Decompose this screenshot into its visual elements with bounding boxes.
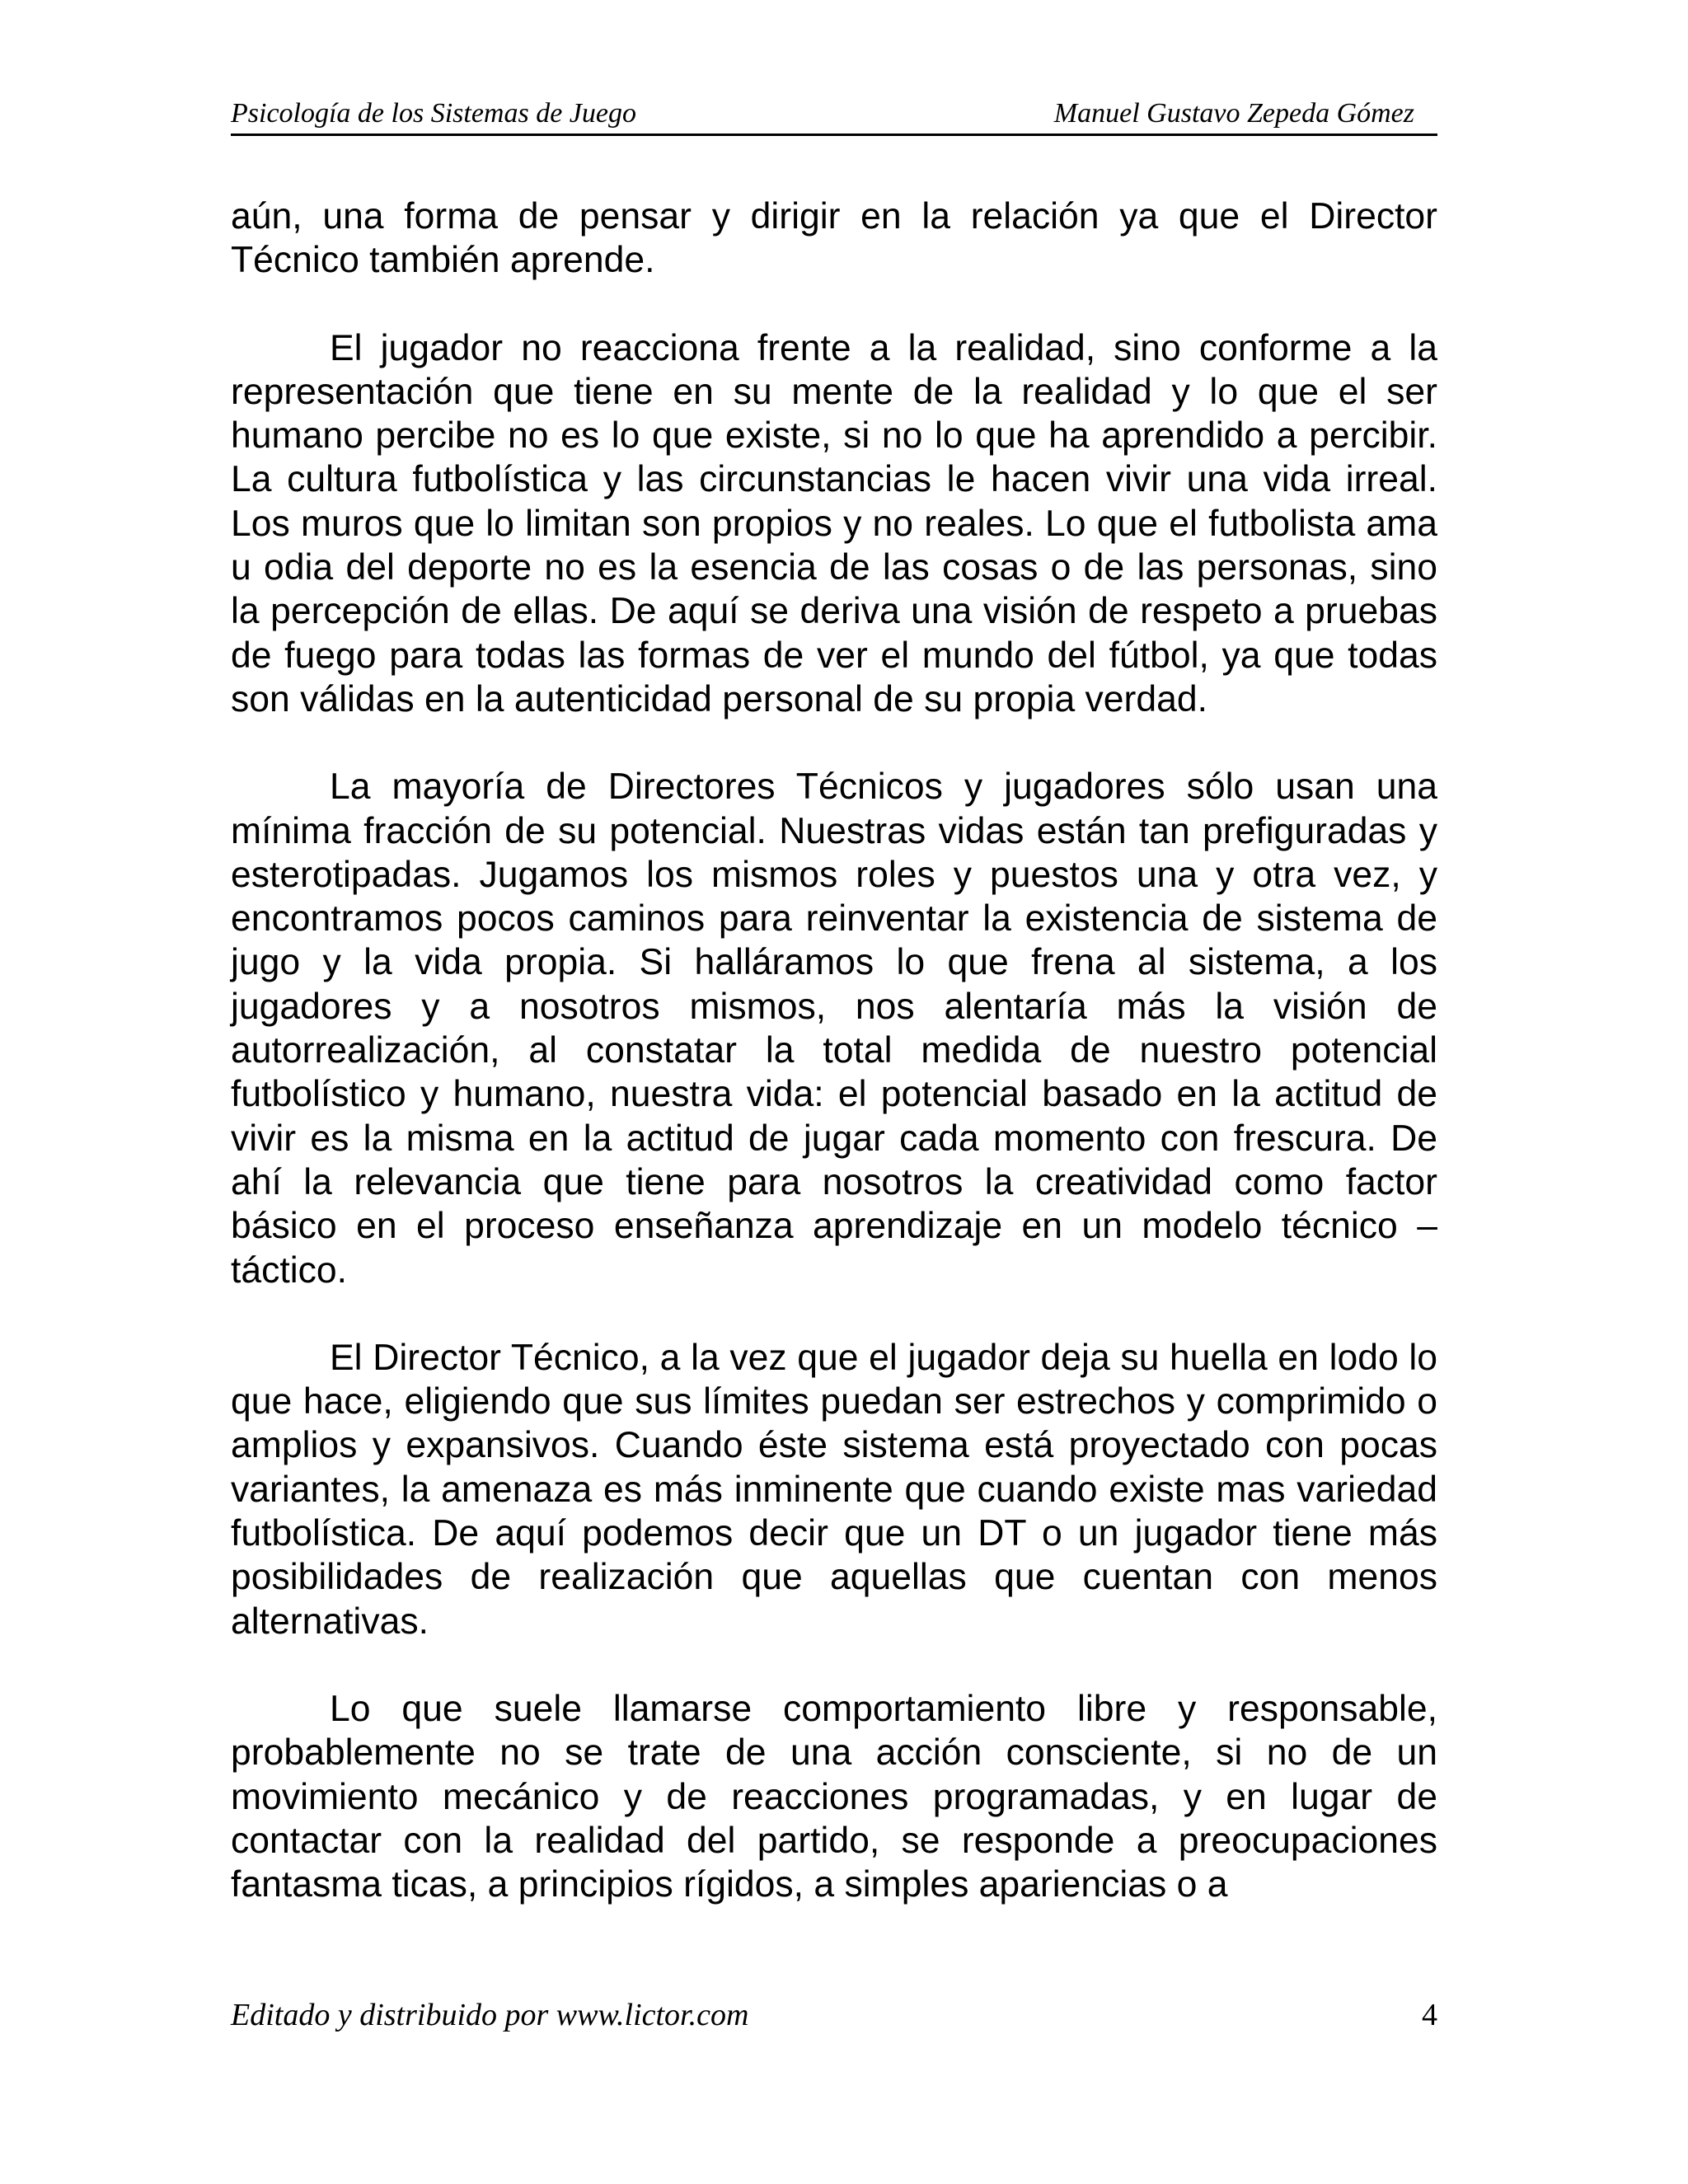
paragraph-continuation: aún, una forma de pensar y dirigir en la relación ya que el Director Técnico también aprende. <box>231 196 1437 281</box>
page-footer <box>231 1994 1437 2036</box>
header-book-title: Psicología de los Sistemas de Juego <box>231 98 636 129</box>
footer-publisher: Editado y distribuido por www.lictor.com <box>231 1998 749 2032</box>
header-author: Manuel Gustavo Zepeda Gómez <box>1053 98 1414 129</box>
paragraph: Lo que suele llamarse comportamiento libre y responsable, probablemente no se trate de una acción consciente, si no de un movimiento mecánico y de reacciones programadas, y en lugar de contactar con la realidad del partido, se responde a preocupaciones fantasma ticas, a principios rígidos, a simples apariencias o a <box>231 1688 1437 1905</box>
paragraph: El Director Técnico, a la vez que el jugador deja su huella en lodo lo que hace, eligiendo que sus límites puedan ser estrechos y comprimido o amplios y expansivos. Cuando éste sistema está proyectado con pocas variantes, la amenaza es más inminente que cuando existe mas variedad futbolística. De aquí podemos decir que un DT o un jugador tiene más posibilidades de realización que aquellas que cuentan con menos alternativas. <box>231 1337 1437 1642</box>
paragraph: El jugador no reacciona frente a la realidad, sino conforme a la representación que tiene en su mente de la realidad y lo que el ser humano percibe no es lo que existe, si no lo que ha aprendido a percibir. La cultura futbolística y las circunstancias le hacen vivir una vida irreal. Los muros que lo limitan son propios y no reales. Lo que el futbolista ama u odia del deporte no es la esencia de las cosas o de las personas, sino la percepción de ellas. De aquí se deriva una visión de respeto a pruebas de fuego para todas las formas de ver el mundo del fútbol, ya que todas son válidas en la autenticidad personal de su propia verdad. <box>231 327 1437 719</box>
body-text <box>231 194 1437 1950</box>
paragraph: La mayoría de Directores Técnicos y jugadores sólo usan una mínima fracción de su potencial. Nuestras vidas están tan prefiguradas y esterotipadas. Jugamos los mismos roles y puestos una y otra vez, y encontramos pocos caminos para reinventar la existencia de sistema de jugo y la vida propia. Si halláramos lo que frena al sistema, a los jugadores y a nosotros mismos, nos alentaría más la visión de autorrealización, al constatar la total medida de nuestro potencial futbolístico y humano, nuestra vida: el potencial basado en la actitud de vivir es la misma en la actitud de jugar cada momento con frescura. De ahí la relevancia que tiene para nosotros la creatividad como factor básico en el proceso enseñanza aprendizaje en un modelo técnico – táctico. <box>231 766 1437 1291</box>
running-header <box>231 94 1437 136</box>
page-number: 4 <box>1422 1998 1437 2032</box>
